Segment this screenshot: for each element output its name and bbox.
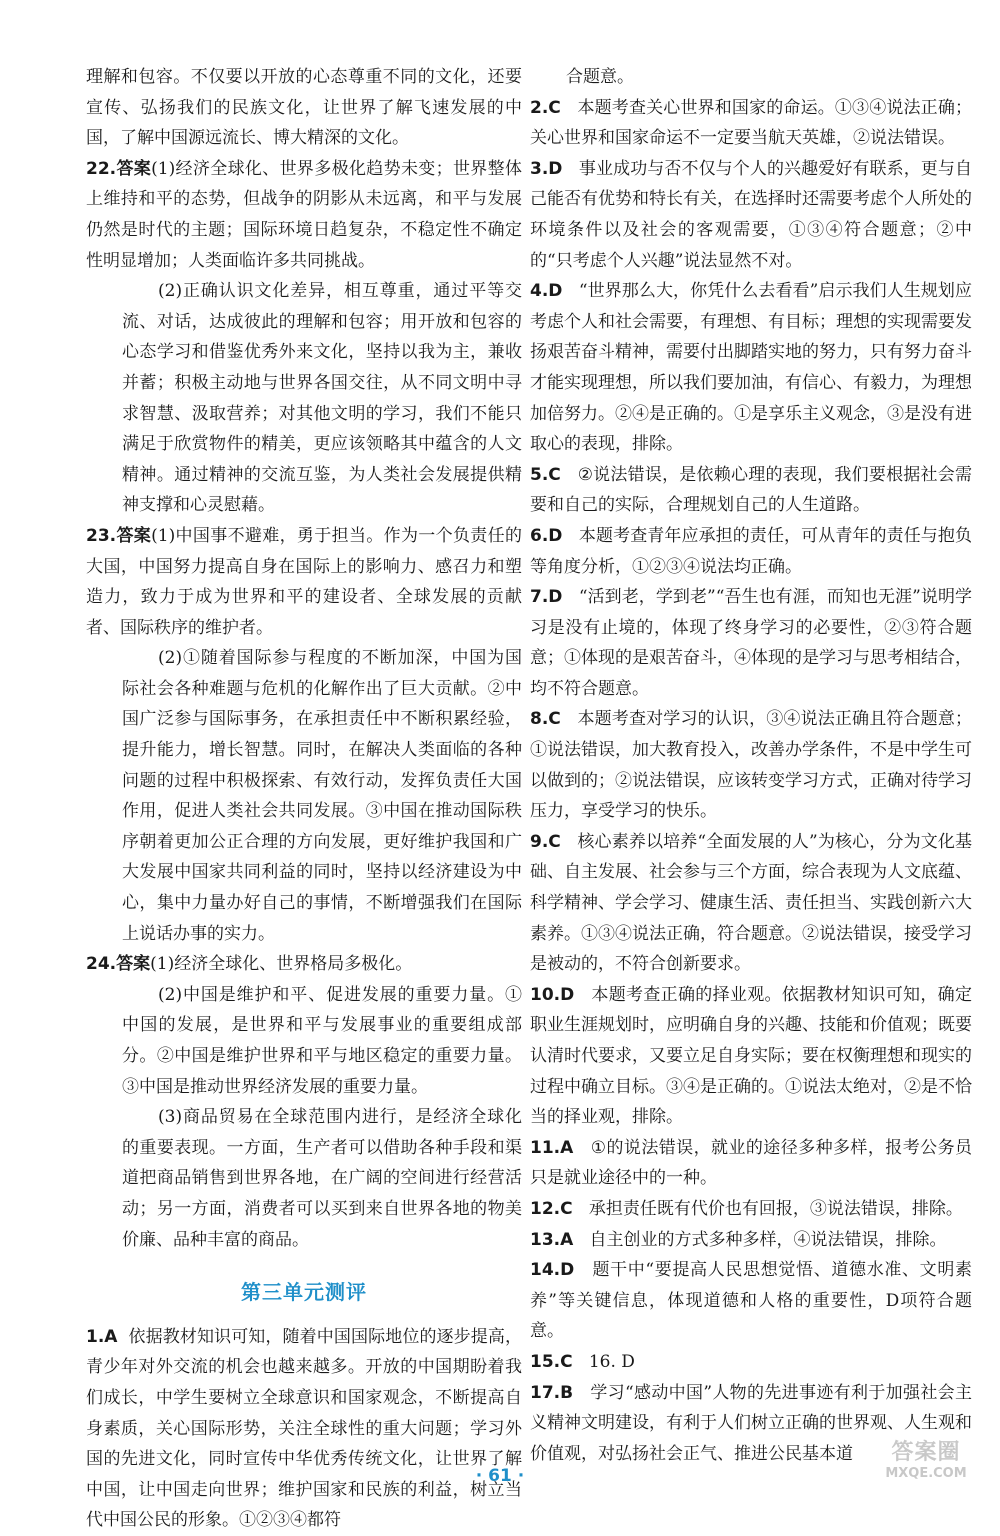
answer-item-text: 核心素养以培养“全面发展的人”为核心，分为文化基础、自主发展、社会参与三个方面，综合表现为人文底蕴、科学精神、学会学习、健康生活、责任担当、实践创新六大素养。①③④说法正确，符合题意。②说法错误，接受学习是被动的，不符合创新要求。 bbox=[530, 831, 972, 975]
answer-item-text: 16. D bbox=[588, 1351, 635, 1372]
answer-item-text: 题干中“要提高人民思想觉悟、道德水准、文明素养”等关键信息，体现道德和人格的重要性，D项符合题意。 bbox=[530, 1260, 972, 1342]
answer-24-part3: (3)商品贸易在全球范围内进行，是经济全球化的重要表现。一方面，生产者可以借助各种手段和渠道把商品销售到世界各地，在广阔的空间进行经营活动；另一方面，消费者可以买到来自世界各地的物美价廉、品种丰富的商品。 bbox=[122, 1107, 522, 1250]
watermark-logo bbox=[876, 1440, 976, 1492]
answer-item bbox=[530, 704, 972, 826]
answer-item-choice: B bbox=[560, 1382, 574, 1403]
answer-item-text: “世界那么大，你凭什么去看看”启示我们人生规划应考虑个人和社会需要，有理想、有目标；理想的实现需要发扬艰苦奋斗精神，需要付出脚踏实地的努力，只有努力奋斗才能实现理想，所以我们要加油，有信心、有毅力，为理想加倍努力。②④是正确的。①是享乐主义观念，③是没有进取心的表现，排除。 bbox=[530, 281, 972, 455]
answer-1-continuation: 合题意。 bbox=[566, 67, 634, 87]
q21-continuation: 理解和包容。不仅要以开放的心态尊重不同的文化，还要宣传、弘扬我们的民族文化，让世界了解飞速发展的中国，了解中国源远流长、博大精深的文化。 bbox=[86, 67, 522, 149]
answer-22-number: 22. bbox=[86, 158, 117, 179]
answer-item-choice: D bbox=[548, 281, 563, 302]
answer-item-number: 11. bbox=[530, 1137, 561, 1158]
answer-item-number: 10. bbox=[530, 984, 561, 1005]
section-title: 第三单元测评 bbox=[241, 1280, 367, 1305]
answer-item bbox=[530, 154, 972, 276]
answer-item-number: 2. bbox=[530, 97, 549, 118]
answer-item-text: 自主创业的方式多种多样，④说法错误，排除。 bbox=[589, 1229, 947, 1250]
answer-23-label: 答案 bbox=[116, 525, 152, 546]
answer-item-number: 15. bbox=[530, 1351, 561, 1372]
answer-item bbox=[530, 1255, 972, 1347]
answer-item-number: 13. bbox=[530, 1229, 561, 1250]
answer-item-number: 7. bbox=[530, 587, 549, 608]
answer-item-number: 12. bbox=[530, 1198, 561, 1219]
answer-item-choice: D bbox=[548, 525, 563, 546]
answer-item-number: 17. bbox=[530, 1382, 561, 1403]
answer-24 bbox=[86, 949, 522, 1255]
answer-item-text: 承担责任既有代价也有回报，③说法错误，排除。 bbox=[588, 1198, 963, 1219]
answer-item bbox=[530, 582, 972, 704]
answer-22-part1 bbox=[86, 154, 522, 276]
answer-item bbox=[530, 1225, 972, 1256]
answer-item-choice: A bbox=[560, 1229, 574, 1250]
answer-1-text: 依据教材知识可知，随着中国国际地位的逐步提高，青少年对外交流的机会也越来越多。开放的中国期盼着我们成长，中学生要树立全球意识和国家观念，不断提高自身素质，关心国际形势，关注全球性的重大问题；学习外国的先进文化，同时宣传中华优秀传统文化，让世界了解中国，让中国走向世界；维护国家和民族的利益，树立当代中国公民的形象。①②③④都符 bbox=[86, 1326, 523, 1531]
page-number: · 61 · bbox=[475, 1466, 525, 1486]
answer-item bbox=[530, 980, 972, 1133]
answer-23-part2: (2)①随着国际参与程度的不断加深，中国为国际社会各种难题与危机的化解作出了巨大贡献。②中国广泛参与国际事务，在承担责任中不断积累经验，提升能力，增长智慧。同时，在解决人类面临的各种问题的过程中积极探索、有效行动，发挥负责任大国作用，促进人类社会共同发展。③中国在推动国际秩序朝着更加公正合理的方向发展，更好维护我国和广大发展中国家共同利益的同时，坚持以经济建设为中心，集中力量办好自己的事情，不断增强我们在国际上说话办事的实力。 bbox=[122, 648, 522, 944]
answer-item-choice: C bbox=[560, 1198, 573, 1219]
answer-item-text: 事业成功与否不仅与个人的兴趣爱好有联系，更与自己能否有优势和特长有关，在选择时还需要考虑个人所处的环境条件以及社会的客观需要，①③④符合题意；②中的“只考虑个人兴趣”说法显然不对。 bbox=[530, 158, 972, 271]
right-column bbox=[530, 62, 972, 1469]
answer-item bbox=[530, 1133, 972, 1194]
answer-item-choice: D bbox=[548, 158, 563, 179]
answer-item-choice: C bbox=[548, 709, 561, 730]
answer-list bbox=[530, 93, 972, 1470]
answer-24-text1: (1)经济全球化、世界格局多极化。 bbox=[150, 954, 413, 975]
answer-23-part1 bbox=[86, 521, 522, 643]
answer-22-label: 答案 bbox=[116, 158, 152, 179]
answer-item-number: 3. bbox=[530, 158, 549, 179]
answer-item-choice: C bbox=[548, 464, 561, 485]
answer-item-choice: D bbox=[560, 984, 575, 1005]
left-column bbox=[86, 62, 522, 1536]
answer-item-text: ①的说法错误，就业的途径多种多样，报考公务员只是就业途径中的一种。 bbox=[530, 1137, 972, 1189]
answer-22 bbox=[86, 154, 522, 521]
answer-1-choice: A bbox=[104, 1326, 118, 1347]
answer-item-text: 本题考查青年应承担的责任，可从青年的责任与抱负等角度分析，①②③④说法均正确。 bbox=[530, 525, 972, 577]
answer-item-choice: C bbox=[560, 1351, 573, 1372]
answer-item bbox=[530, 1194, 972, 1225]
answer-item-text: 本题考查正确的择业观。依据教材知识可知，确定职业生涯规划时，应明确自身的兴趣、技能和价值观；既要认清时代要求，又要立足自身实际；要在权衡理想和现实的过程中确立目标。③④是正确的。①说法太绝对，②是不恰当的择业观，排除。 bbox=[530, 984, 972, 1128]
watermark-mark: 答案圈 bbox=[891, 1440, 961, 1465]
answer-item bbox=[530, 460, 972, 521]
answer-item-text: “活到老，学到老”“吾生也有涯，而知也无涯”说明学习是没有止境的，体现了终身学习的必要性，②③符合题意；①体现的是艰苦奋斗，④体现的是学习与思考相结合，均不符合题意。 bbox=[530, 587, 973, 699]
answer-1-number: 1. bbox=[86, 1326, 105, 1347]
answer-item-number: 4. bbox=[530, 281, 549, 302]
answer-item-number: 8. bbox=[530, 709, 549, 730]
answer-item-choice: C bbox=[548, 97, 561, 118]
answer-item-text: ②说法错误，是依赖心理的表现，我们要根据社会需要和自己的实际，合理规划自己的人生道路。 bbox=[530, 464, 972, 516]
answer-24-number: 24. bbox=[86, 954, 117, 975]
answer-23 bbox=[86, 521, 522, 949]
answer-item bbox=[530, 1347, 972, 1378]
watermark-url: MXQE.COM bbox=[885, 1466, 967, 1481]
answer-item-choice: C bbox=[548, 831, 561, 852]
answer-item bbox=[530, 93, 972, 154]
answer-item-number: 14. bbox=[530, 1260, 561, 1281]
answer-item-text: 本题考查关心世界和国家的命运。①③④说法正确；关心世界和国家命运不一定要当航天英雄，②说法错误。 bbox=[530, 97, 973, 149]
answer-item-choice: D bbox=[548, 587, 563, 608]
answer-24-label: 答案 bbox=[116, 954, 151, 975]
answer-22-text1: (1)经济全球化、世界多极化趋势未变；世界整体上维持和平的态势，但战争的阴影从未远离，和平与发展仍然是时代的主题；国际环境日趋复杂，不稳定性不确定性明显增加；人类面临许多共同挑战。 bbox=[86, 158, 522, 271]
answer-23-text1: (1)中国事不避难，勇于担当。作为一个负责任的大国，中国努力提高自身在国际上的影响力、感召力和塑造力，致力于成为世界和平的建设者、全球发展的贡献者、国际秩序的维护者。 bbox=[86, 525, 522, 638]
answer-22-part2: (2)正确认识文化差异，相互尊重，通过平等交流、对话，达成彼此的理解和包容；用开放和包容的心态学习和借鉴优秀外来文化，坚持以我为主，兼收并蓄；积极主动地与世界各国交往，从不同文明中寻求智慧、汲取营养；对其他文明的学习，我们不能只满足于欣赏物件的精美，更应该领略其中蕴含的人文精神。通过精神的交流互鉴，为人类社会发展提供精神支撑和心灵慰藉。 bbox=[122, 281, 522, 516]
answer-item bbox=[530, 521, 972, 582]
answer-item-number: 6. bbox=[530, 525, 549, 546]
answer-23-number: 23. bbox=[86, 525, 117, 546]
answer-item-number: 9. bbox=[530, 831, 549, 852]
answer-item-number: 5. bbox=[530, 464, 549, 485]
answer-24-part1 bbox=[86, 949, 522, 980]
answer-item-text: 本题考查对学习的认识，③④说法正确且符合题意；①说法错误，加大教育投入，改善办学条件，不是中学生可以做到的；②说法错误，应该转变学习方式，正确对待学习压力，享受学习的快乐。 bbox=[530, 709, 973, 822]
answer-item-choice: A bbox=[560, 1137, 574, 1158]
answer-item-text: 学习“感动中国”人物的先进事迹有利于加强社会主义精神文明建设，有利于人们树立正确的世界观、人生观和价值观，对弘扬社会正气、推进公民基本道 bbox=[530, 1382, 972, 1464]
answer-24-part2: (2)中国是维护和平、促进发展的重要力量。①中国的发展，是世界和平与发展事业的重要组成部分。②中国是维护世界和平与地区稳定的重要力量。③中国是推动世界经济发展的重要力量。 bbox=[122, 984, 522, 1097]
answer-item bbox=[530, 827, 972, 980]
answer-item-choice: D bbox=[560, 1260, 575, 1281]
answer-item bbox=[530, 276, 972, 460]
